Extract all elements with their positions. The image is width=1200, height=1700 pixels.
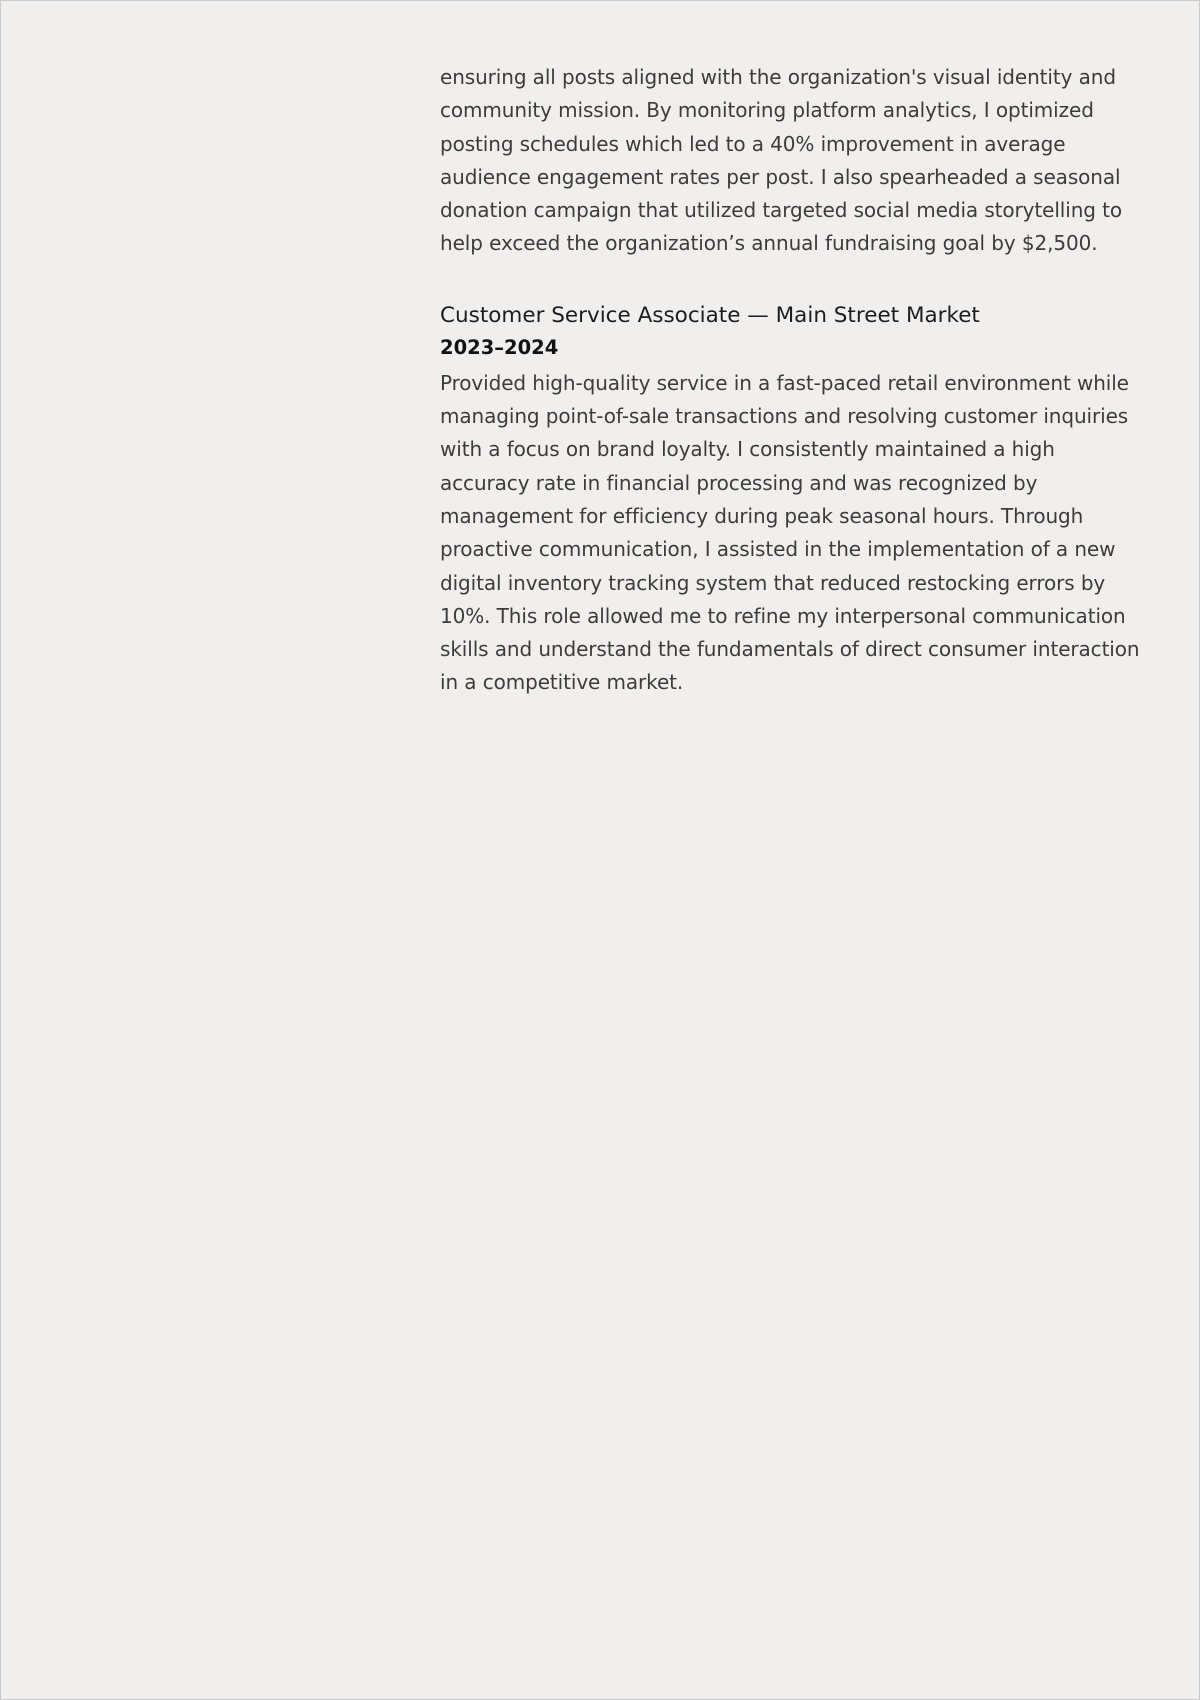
job-title: Customer Service Associate — Main Street Market (440, 302, 980, 328)
job-dates: 2023–2024 (440, 335, 559, 359)
experience-section (440, 61, 1140, 700)
job-entry (440, 301, 1140, 700)
job-description: Provided high-quality service in a fast-paced retail environment while managing point-of-sale transactions and resolving customer inquiries with a focus on brand loyalty. I consistently maintained a high accuracy rate in financial processing and was recognized by management for efficiency during peak seasonal hours. Through proactive communication, I assisted in the implementation of a new digital inventory tracking system that reduced restocking errors by 10%. This role allowed me to refine my interpersonal communication skills and understand the fundamentals of direct consumer interaction in a competitive market. (440, 370, 1140, 695)
previous-job-description-continued: ensuring all posts aligned with the organization's visual identity and community mission. By monitoring platform analytics, I optimized posting schedules which led to a 40% improvement in average audience engagement rates per post. I also spearheaded a seasonal donation campaign that utilized targeted social media storytelling to help exceed the organization’s annual fundraising goal by $2,500. (440, 65, 1122, 256)
